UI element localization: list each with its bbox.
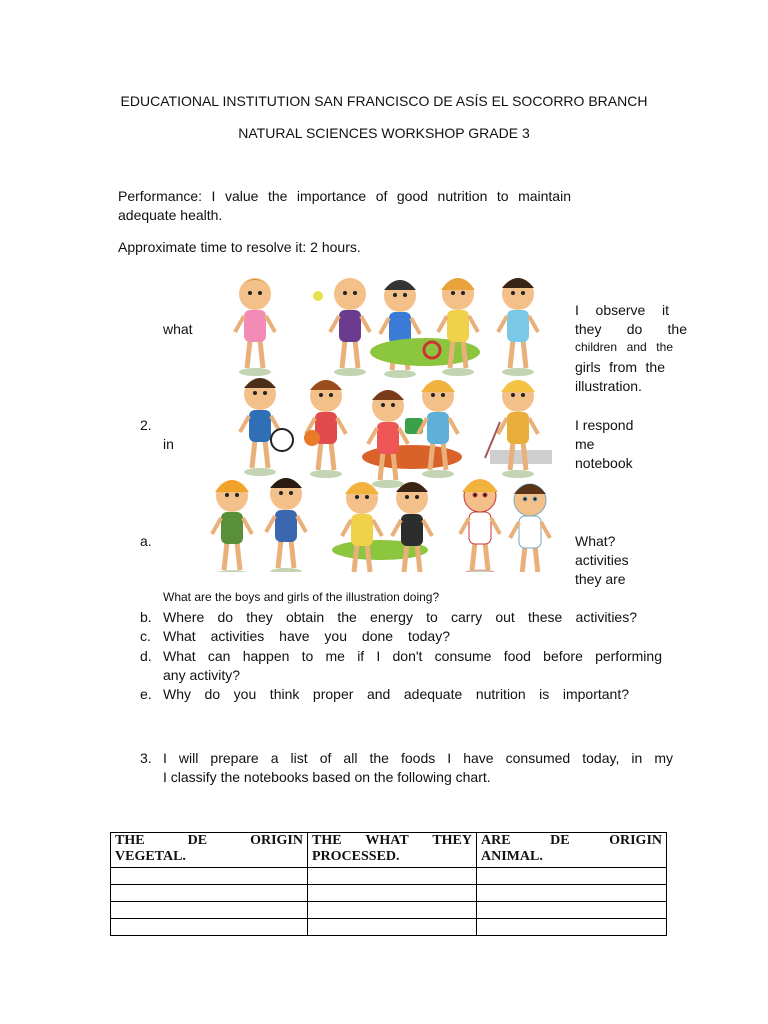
children-playing-illustration	[200, 272, 570, 572]
basketball-icon	[304, 430, 320, 446]
workshop-title: NATURAL SCIENCES WORKSHOP GRADE 3	[238, 125, 530, 141]
table-row	[111, 868, 667, 885]
question-d-text: What can happen to me if I don't consume food before performing	[163, 648, 662, 664]
table-cell[interactable]	[111, 885, 308, 902]
table-row	[111, 919, 667, 936]
table-header-processed	[308, 833, 477, 868]
item-a-question: What are the boys and girls of the illustration doing?	[163, 590, 440, 604]
table-cell[interactable]	[477, 885, 667, 902]
table-cell[interactable]	[111, 902, 308, 919]
item1-right-4: girls from the	[575, 359, 665, 375]
table-header-row	[111, 833, 667, 868]
item2-right-3: notebook	[575, 455, 633, 471]
question-c-letter: c.	[140, 628, 151, 644]
table-cell[interactable]	[111, 868, 308, 885]
question-e-letter: e.	[140, 686, 152, 702]
item-a-right-1: What?	[575, 533, 616, 549]
item2-right-1: I respond	[575, 417, 634, 433]
table-header-vegetal	[111, 833, 308, 868]
header-processed-line-2: PROCESSED.	[312, 849, 400, 864]
table-row	[111, 902, 667, 919]
header-animal-line-1: ARE DE ORIGIN	[481, 833, 662, 848]
header-processed-line-1: THE WHAT THEY	[312, 833, 472, 848]
table-cell[interactable]	[111, 919, 308, 936]
table-cell[interactable]	[477, 868, 667, 885]
table-row	[111, 885, 667, 902]
item3-line-1: I will prepare a list of all the foods I have consumed today, in my	[163, 750, 673, 766]
performance-line-2: adequate health.	[118, 207, 223, 223]
header-animal-line-2: ANIMAL.	[481, 849, 543, 864]
item2-right-2: me	[575, 436, 595, 452]
item-a-letter: a.	[140, 533, 152, 549]
item1-right-2: they do the	[575, 321, 687, 337]
question-b-letter: b.	[140, 609, 152, 625]
ball-icon	[313, 291, 323, 301]
item1-right-1: I observe it	[575, 302, 669, 318]
header-vegetal-line-2: VEGETAL.	[115, 849, 186, 864]
item-a-right-3: they are	[575, 571, 626, 587]
question-d-cont: any activity?	[163, 667, 241, 683]
table-cell[interactable]	[477, 919, 667, 936]
question-c-text: What activities have you done today?	[163, 628, 450, 644]
item2-left-word: in	[163, 436, 174, 452]
question-e-text: Why do you think proper and adequate nutrition is important?	[163, 686, 629, 702]
item-a-right-2: activities	[575, 552, 629, 568]
table-cell[interactable]	[308, 919, 477, 936]
item3-number: 3.	[140, 750, 152, 766]
item2-number: 2.	[140, 417, 152, 433]
question-b-text: Where do they obtain the energy to carry out these activities?	[163, 609, 637, 625]
table-header-animal	[477, 833, 667, 868]
item1-right-5: illustration.	[575, 378, 642, 394]
item1-right-3: children and the	[575, 340, 673, 354]
table-cell[interactable]	[477, 902, 667, 919]
header-vegetal-line-1: THE DE ORIGIN	[115, 833, 303, 848]
table-cell[interactable]	[308, 868, 477, 885]
item3-line-2: I classify the notebooks based on the following chart.	[163, 769, 491, 785]
performance-line-1: Performance: I value the importance of good nutrition to maintain	[118, 188, 571, 204]
item1-left-word: what	[163, 321, 193, 337]
classification-table	[110, 832, 667, 936]
table-cell[interactable]	[308, 885, 477, 902]
time-line: Approximate time to resolve it: 2 hours.	[118, 239, 361, 255]
table-cell[interactable]	[308, 902, 477, 919]
soccer-ball-icon	[271, 429, 293, 451]
question-d-letter: d.	[140, 648, 152, 664]
institution-title: EDUCATIONAL INSTITUTION SAN FRANCISCO DE ASÍS EL SOCORRO BRANCH	[120, 93, 648, 109]
